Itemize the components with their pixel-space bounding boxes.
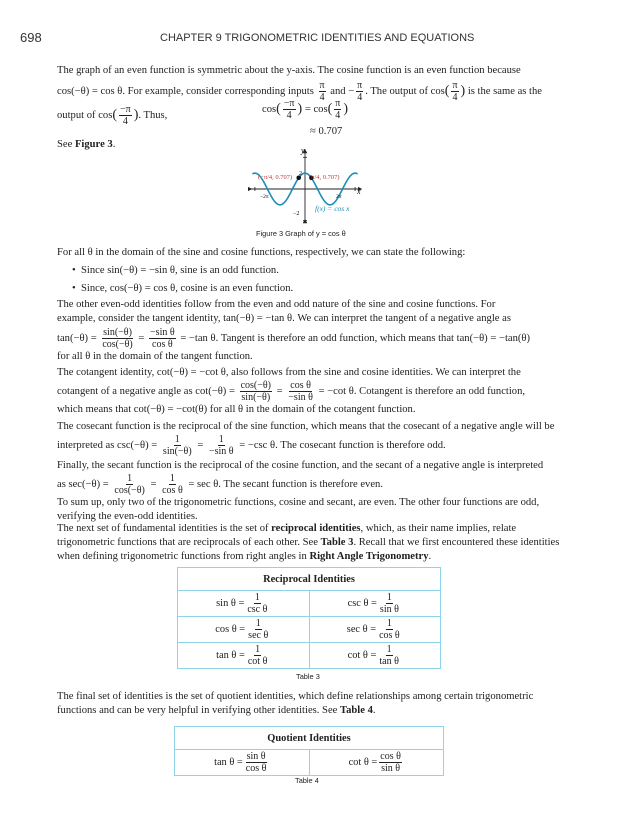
- table-4-caption: Table 4: [295, 776, 319, 785]
- reciprocal-identities-table: [177, 567, 441, 669]
- figure-3-caption: Figure 3 Graph of y = cos θ: [256, 229, 346, 238]
- cosine-graph: [240, 145, 370, 230]
- y-axis-label: y: [301, 146, 305, 155]
- para-domain: For all θ in the domain of the sine and cosine functions, respectively, we can state the following:: [57, 247, 466, 258]
- x-tick-label-2pi: 2π: [336, 194, 342, 200]
- quotient-identities-table: [174, 726, 444, 776]
- y-tick-label-neg2: −2: [293, 211, 300, 217]
- table-row: tan θ = $\frac{\text{sin θ}}{\text{cos θ}}$ cot θ = $\frac{\text{cos θ}}{\text{sin θ}}$: [175, 750, 444, 776]
- chapter-title: CHAPTER 9 TRIGONOMETRIC IDENTITIES AND EQUATIONS: [160, 32, 475, 44]
- page-number: 698: [20, 30, 42, 45]
- see-figure-3: See Figure 3.: [57, 139, 116, 150]
- approx-value: ≈ 0.707: [310, 126, 343, 137]
- table-row: sin θ = $\frac{1}{\text{csc θ}}$ csc θ = $\frac{1}{\text{sin θ}}$: [178, 591, 441, 617]
- para-cosecant: The cosecant function is the reciprocal of the sine function, which means that the cosecant of a negative angle will be interpreted as csc(−θ) = $\frac{1}{\sin(-\theta)}$ = $\frac{1}{\text{−sin θ}}$ = −csc θ. The cosecant function is therefore odd.: [57, 421, 555, 457]
- bullet-sine: • Since sin(−θ) = −sin θ, sine is an odd function.: [72, 265, 279, 276]
- y-tick-label-2: 2: [299, 171, 302, 177]
- para-tangent: The other even-odd identities follow from the even and odd nature of the sine and cosine functions. For example, consider the tangent identity, tan(−θ) = −tan θ. We can interpret the tangent of a negative angle as tan(−θ) = $\frac{\sin(-\theta)}{\cos(-\theta)}$ = $\frac{\text{−sin θ}}{\text{cos θ}}$ = −tan θ. Tangent is therefore an odd function, which means that tan(−θ) = −tan(θ) for all θ in the domain of the tangent function.: [57, 299, 531, 362]
- table-3-title: Reciprocal Identities: [178, 568, 441, 591]
- para-cotangent: The cotangent identity, cot(−θ) = −cot θ, also follows from the sine and cosine identities. We can interpret the cotangent of a negative angle as cot(−θ) = $\frac{\cos(-\theta)}{\sin(-\theta)}$ = $\frac{\text{cos θ}}{\text{−sin θ}}$ = −cot θ. Cotangent is therefore an odd function, which means that cot(−θ) = −cot(θ) for all θ in the domain of the cotangent function.: [57, 367, 526, 415]
- table-3-caption: Table 3: [296, 672, 320, 681]
- para-secant: Finally, the secant function is the reciprocal of the cosine function, and the secant of a negative angle is interpreted as sec(−θ) = $\frac{1}{\cos(-\theta)}$ = $\frac{1}{\text{cos θ}}$ = sec θ. The secant function is therefore even.: [57, 460, 544, 496]
- para-even-function: The graph of an even function is symmetric about the y-axis. The cosine function is an even function because cos(−θ) = cos θ. For example, consider corresponding inputs $\frac{\pi}{4}$ and − $\frac{\pi}{4}$ . The output of cos( $\frac{\pi}{4}$ ) is the same as the output of cos( $\frac{-\pi}{4}$ ). Thus,: [57, 65, 542, 127]
- para-reciprocal: The next set of fundamental identities is the set of reciprocal identities, which, as their name implies, relate trigonometric functions that are reciprocals of each other. See Table 3. Recall that we first encountered these identities when defining trigonometric functions from right angles in Right Angle Trigonometry.: [57, 523, 560, 562]
- table-row: cos θ = $\frac{1}{\text{sec θ}}$ sec θ = $\frac{1}{\text{cos θ}}$: [178, 617, 441, 643]
- point-label-left: (−π/4, 0.707): [258, 174, 293, 181]
- point-label-right: (π/4, 0.707): [309, 174, 340, 181]
- x-axis-label: x: [357, 187, 361, 196]
- table-4-title: Quotient Identities: [175, 727, 444, 750]
- cos-equation: cos( $\frac{-\pi}{4}$ ) = cos( $\frac{\pi}{4}$ ): [262, 98, 348, 121]
- x-tick-label-neg2pi: −2π: [260, 194, 269, 200]
- para-sum-up: To sum up, only two of the trigonometric functions, cosine and secant, are even. The other four functions are odd, verifying the even-odd identities.: [57, 497, 540, 522]
- bullet-cosine: • Since, cos(−θ) = cos θ, cosine is an even function.: [72, 283, 294, 294]
- table-row: tan θ = $\frac{1}{\text{cot θ}}$ cot θ = $\frac{1}{\text{tan θ}}$: [178, 643, 441, 669]
- function-label: f(x) = cos x: [315, 204, 350, 213]
- para-quotient: The final set of identities is the set of quotient identities, which define relationships among certain trigonometric functions and can be very helpful in verifying other identities. See Table 4.: [57, 691, 534, 716]
